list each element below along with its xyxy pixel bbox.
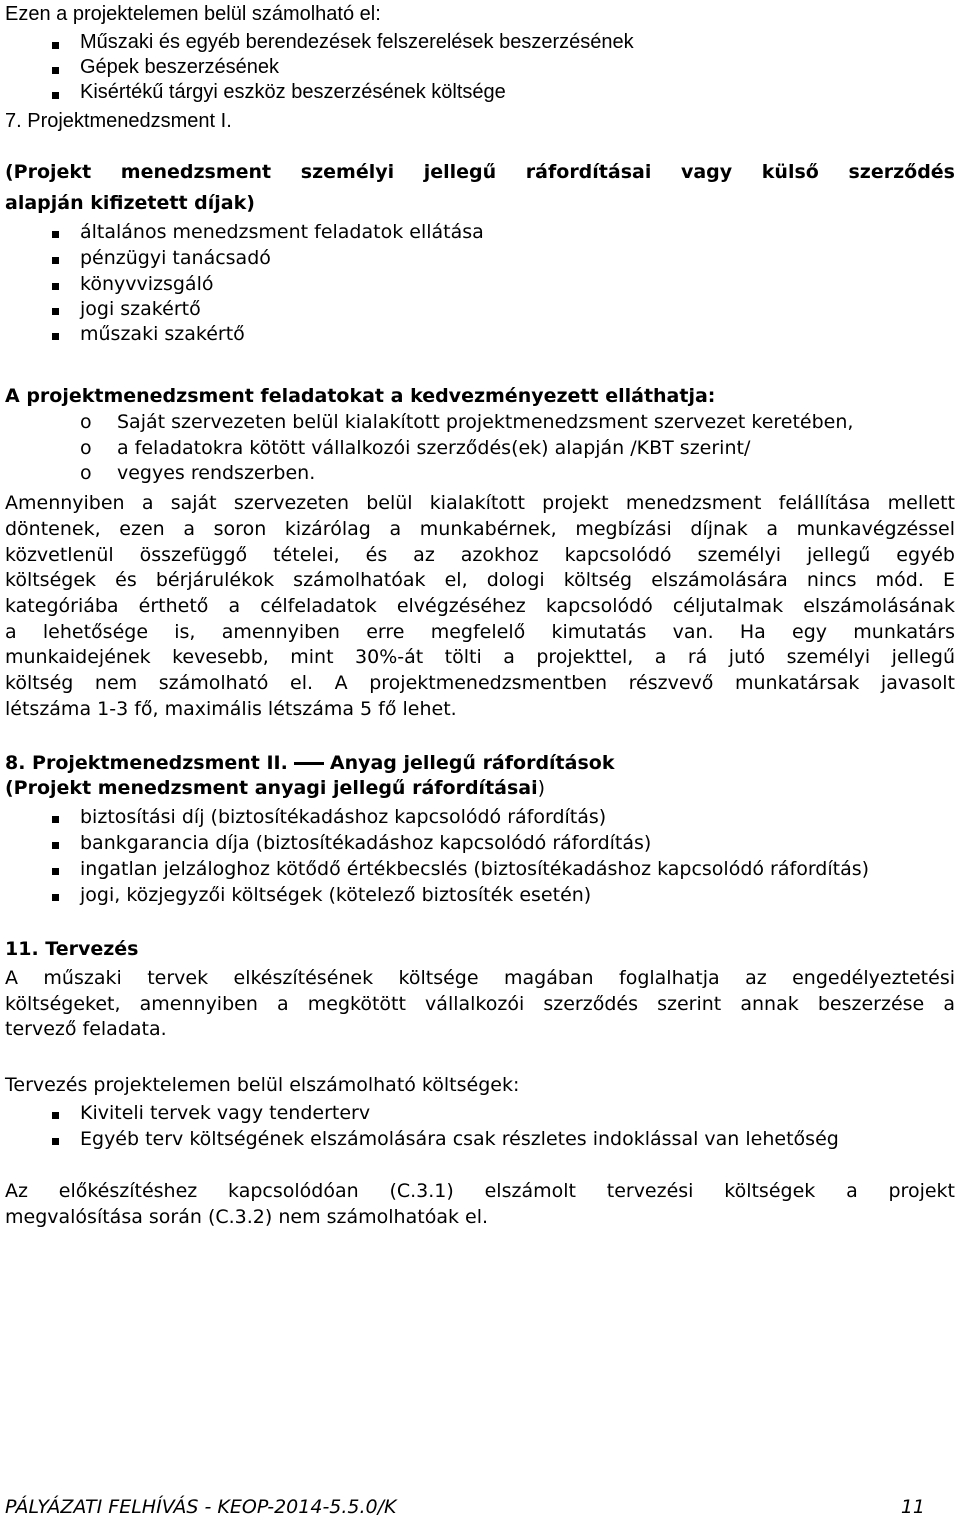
bullet-square-icon	[52, 67, 59, 74]
list-item: a feladatokra kötött vállalkozói szerződés(ek) alapján /KBT szerint/	[117, 437, 751, 459]
list-item: vegyes rendszerben.	[117, 462, 316, 484]
section-8-subheading-text: (Projekt menedzsment anyagi jellegű ráfordításai	[5, 777, 538, 799]
list-item: műszaki szakértő	[80, 323, 245, 345]
circle-bullet-icon: o	[80, 437, 92, 459]
circle-bullet-icon: o	[80, 462, 92, 484]
list-item: Kiviteli tervek vagy tenderterv	[80, 1102, 371, 1124]
section-7-heading: 7. Projektmenedzsment I.	[5, 110, 232, 132]
list-item: könyvvizsgáló	[80, 273, 214, 295]
list-item: jogi szakértő	[80, 298, 201, 320]
section-8-subheading	[5, 776, 545, 801]
paragraph-line: létszáma 1-3 fő, maximális létszáma 5 fő lehet.	[5, 698, 457, 720]
section-8-subheading-close: )	[537, 777, 546, 799]
section-8-heading-title: Anyag jellegű ráfordítások	[329, 752, 615, 774]
section-8-heading-number: 8. Projektmenedzsment II.	[5, 752, 288, 774]
bullet-square-icon	[52, 1138, 59, 1145]
paragraph-line: megvalósítása során (C.3.2) nem számolhatóak el.	[5, 1206, 489, 1228]
section-11-subintro: Tervezés projektelemen belül elszámolható költségek:	[5, 1074, 520, 1096]
intro-text: Ezen a projektelemen belül számolható el:	[5, 3, 381, 25]
page-footer	[5, 1495, 925, 1520]
paragraph-line: A műszaki tervek elkészítésének költsége magában foglalhatja az engedélyeztetési	[5, 967, 955, 989]
paragraph-line: kategóriába érthető a célfeladatok elvégzéséhez kapcsolódó céljutalmak elszámolásának	[5, 595, 955, 617]
bullet-square-icon	[52, 894, 59, 901]
bullet-square-icon	[52, 308, 59, 315]
bullet-square-icon	[52, 1112, 59, 1119]
dash-divider	[294, 762, 324, 765]
paragraph-line: közvetlenül összefüggő tételei, és az azokhoz kapcsolódó személyi jellegű egyéb	[5, 544, 955, 566]
paragraph-line: Amennyiben a saját szervezeten belül kialakított projekt menedzsment felállítása mellett	[5, 492, 955, 514]
list-item: Egyéb terv költségének elszámolására csak részletes indoklással van lehetőség	[80, 1128, 839, 1150]
bullet-square-icon	[52, 842, 59, 849]
bullet-square-icon	[52, 231, 59, 238]
list-item: bankgarancia díja (biztosítékadáshoz kapcsolódó ráfordítás)	[80, 832, 652, 854]
section-8-heading	[5, 751, 614, 776]
list-item: Saját szervezeten belül kialakított projektmenedzsment szervezet keretében,	[117, 411, 854, 433]
list-item: jogi, közjegyzői költségek (kötelező biztosíték esetén)	[80, 884, 592, 906]
list-item: általános menedzsment feladatok ellátása	[80, 221, 484, 243]
paragraph-line: költség nem számolható el. A projektmenedzsmentben részvevő munkatársak javasolt	[5, 672, 955, 694]
bullet-square-icon	[52, 42, 59, 49]
paragraph-line: döntenek, ezen a soron kizárólag a munkabérnek, megbízási díjnak a munkavégzéssel	[5, 518, 955, 540]
bullet-square-icon	[52, 257, 59, 264]
paragraph-line: a lehetősége is, amennyiben erre megfelelő kimutatás van. Ha egy munkatárs	[5, 621, 955, 643]
circle-bullet-icon: o	[80, 411, 92, 433]
section-11-heading: 11. Tervezés	[5, 938, 139, 960]
footer-title: PÁLYÁZATI FELHÍVÁS - KEOP-2014-5.5.0/K	[5, 1496, 397, 1518]
paragraph-line: költségek és bérjárulékok számolhatóak el, dologi költség elszámolására nincs mód. E	[5, 569, 955, 591]
list-item: Gépek beszerzésének	[80, 56, 280, 78]
list-item: ingatlan jelzáloghoz kötődő értékbecslés (biztosítékadáshoz kapcsolódó ráfordítás)	[80, 858, 870, 880]
section-7-bold-line: A projektmenedzsment feladatokat a kedvezményezett elláthatja:	[5, 385, 716, 407]
list-item: biztosítási díj (biztosítékadáshoz kapcsolódó ráfordítás)	[80, 806, 607, 828]
paragraph-line: munkaidejének kevesebb, mint 30%-át tölti a projekttel, a rá jutó személyi jellegű	[5, 646, 955, 668]
page-number: 11	[900, 1496, 925, 1518]
bullet-square-icon	[52, 283, 59, 290]
section-7-subheading-line2: alapján kifizetett díjak)	[5, 192, 255, 214]
bullet-square-icon	[52, 868, 59, 875]
list-item: Kisértékű tárgyi eszköz beszerzésének költsége	[80, 81, 506, 103]
list-item: Műszaki és egyéb berendezések felszerelések beszerzésének	[80, 31, 634, 53]
section-7-subheading-line1: (Projekt menedzsment személyi jellegű ráfordításai vagy külső szerződés	[5, 161, 955, 183]
paragraph-line: költségeket, amennyiben a megkötött vállalkozói szerződés szerint annak beszerzése a	[5, 993, 955, 1015]
bullet-square-icon	[52, 333, 59, 340]
bullet-square-icon	[52, 816, 59, 823]
paragraph-line: Az előkészítéshez kapcsolódóan (C.3.1) elszámolt tervezési költségek a projekt	[5, 1180, 955, 1202]
list-item: pénzügyi tanácsadó	[80, 247, 271, 269]
bullet-square-icon	[52, 92, 59, 99]
paragraph-line: tervező feladata.	[5, 1018, 167, 1040]
